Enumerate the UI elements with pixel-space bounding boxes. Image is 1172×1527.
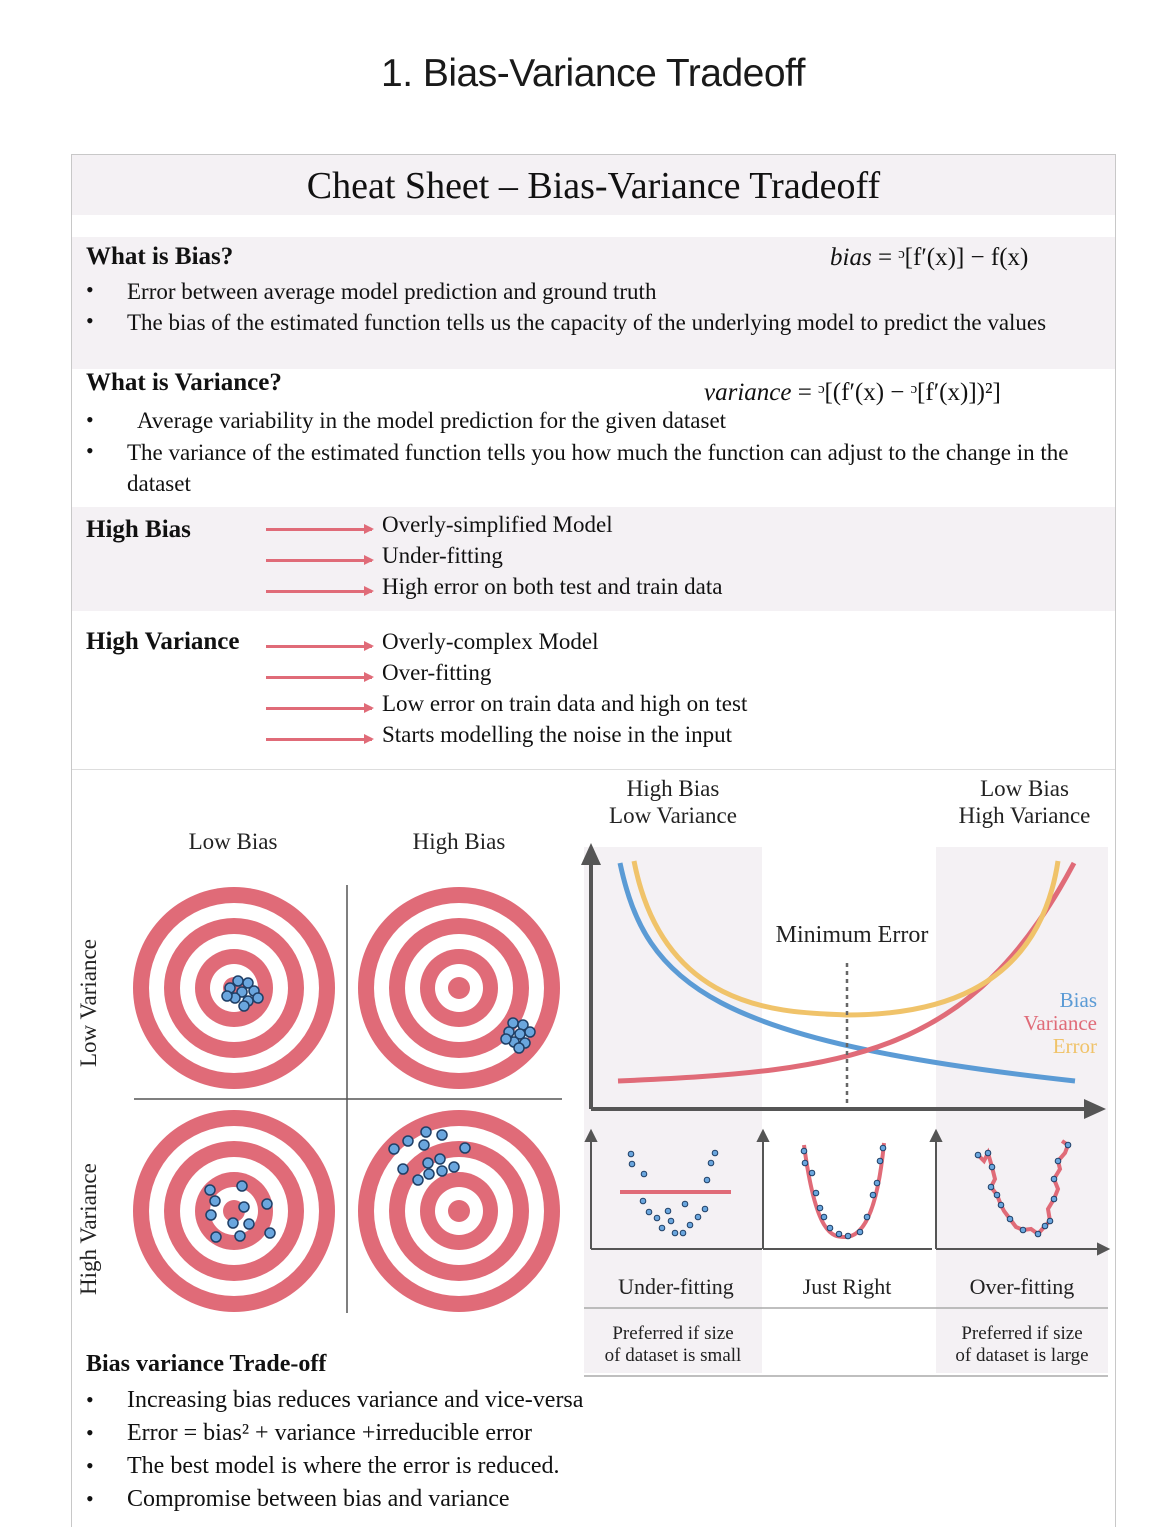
note-large-line-2: of dataset is large <box>955 1345 1089 1366</box>
variance-formula-lhs: variance <box>704 379 792 406</box>
row-label-high-variance: High Variance <box>76 1163 101 1295</box>
bullet-dot: • <box>86 1453 94 1478</box>
bias-formula-lhs: bias <box>830 244 872 271</box>
bias-bullet-1: Error between average model prediction and ground truth <box>127 279 657 304</box>
bullet-dot: • <box>86 407 94 432</box>
label-low-variance: Low Variance <box>609 803 737 828</box>
note-small-line-2: of dataset is small <box>604 1345 742 1366</box>
high-bias-item-3: High error on both test and train data <box>382 574 723 599</box>
tradeoff-bullet-1: Increasing bias reduces variance and vice-versa <box>127 1387 584 1413</box>
label-low-bias: Low Bias <box>980 776 1069 801</box>
minimum-error-label: Minimum Error <box>775 922 929 948</box>
row-label-low-variance: Low Variance <box>76 939 101 1067</box>
legend-bias: Bias <box>1059 988 1097 1012</box>
bias-heading: What is Bias? <box>86 243 234 270</box>
high-variance-item-4: Starts modelling the noise in the input <box>382 722 733 747</box>
bias-bullet-2: The bias of the estimated function tells us the capacity of the underlying model to predict the values <box>127 310 1047 335</box>
tradeoff-bullet-4: Compromise between bias and variance <box>127 1486 510 1512</box>
tradeoff-bullet-2: Error = bias² + variance +irreducible error <box>127 1420 532 1446</box>
sheet-title: Cheat Sheet – Bias-Variance Tradeoff <box>72 155 1115 215</box>
label-high-variance: High Variance <box>958 803 1091 828</box>
cheat-sheet <box>71 154 1116 1527</box>
legend-error: Error <box>1052 1034 1097 1058</box>
bullet-dot: • <box>86 277 94 302</box>
high-variance-item-2: Over-fitting <box>382 660 492 685</box>
high-bias-item-1: Overly-simplified Model <box>382 512 613 537</box>
tradeoff-heading: Bias variance Trade-off <box>86 1351 327 1377</box>
bullet-dot: • <box>86 438 94 463</box>
high-variance-item-1: Overly-complex Model <box>382 629 599 654</box>
just-right-points <box>801 1145 886 1239</box>
caption-just-right: Just Right <box>802 1274 892 1299</box>
col-label-low-bias: Low Bias <box>188 829 278 854</box>
mini-plot-just-right <box>758 1131 932 1249</box>
variance-formula-rhs: = ᵓ[(f′(x) − ᵓ[f′(x)])²] <box>797 379 1001 406</box>
tradeoff-bullet-3: The best model is where the error is reduced. <box>127 1453 560 1479</box>
page-title: 1. Bias-Variance Tradeoff <box>381 52 805 95</box>
bullet-dot: • <box>86 308 94 333</box>
legend-variance: Variance <box>1023 1011 1097 1035</box>
bias-formula-rhs: = ᵓ[f′(x)] − f(x) <box>877 244 1029 271</box>
variance-heading: What is Variance? <box>86 369 282 396</box>
high-variance-label: High Variance <box>86 628 240 655</box>
note-small-line-1: Preferred if size <box>612 1323 734 1344</box>
caption-under-fitting: Under-fitting <box>618 1274 734 1299</box>
high-variance-item-3: Low error on train data and high on test <box>382 691 748 716</box>
bullet-dot: • <box>86 1387 94 1412</box>
variance-bullet-1: Average variability in the model prediction for the given dataset <box>137 408 727 433</box>
curve-chart-svg <box>72 155 1115 1527</box>
col-label-high-bias: High Bias <box>412 829 506 854</box>
caption-over-fitting: Over-fitting <box>969 1274 1075 1299</box>
note-small-dataset <box>584 1323 762 1367</box>
variance-bullet-2: The variance of the estimated function tells you how much the function can adjust to the change in the dataset <box>127 440 1069 496</box>
high-bias-item-2: Under-fitting <box>382 543 503 568</box>
note-large-line-1: Preferred if size <box>961 1323 1083 1344</box>
label-high-bias: High Bias <box>626 776 720 801</box>
high-bias-label: High Bias <box>86 516 191 543</box>
bullet-dot: • <box>86 1486 94 1511</box>
bullet-dot: • <box>86 1420 94 1445</box>
note-large-dataset <box>936 1323 1108 1367</box>
